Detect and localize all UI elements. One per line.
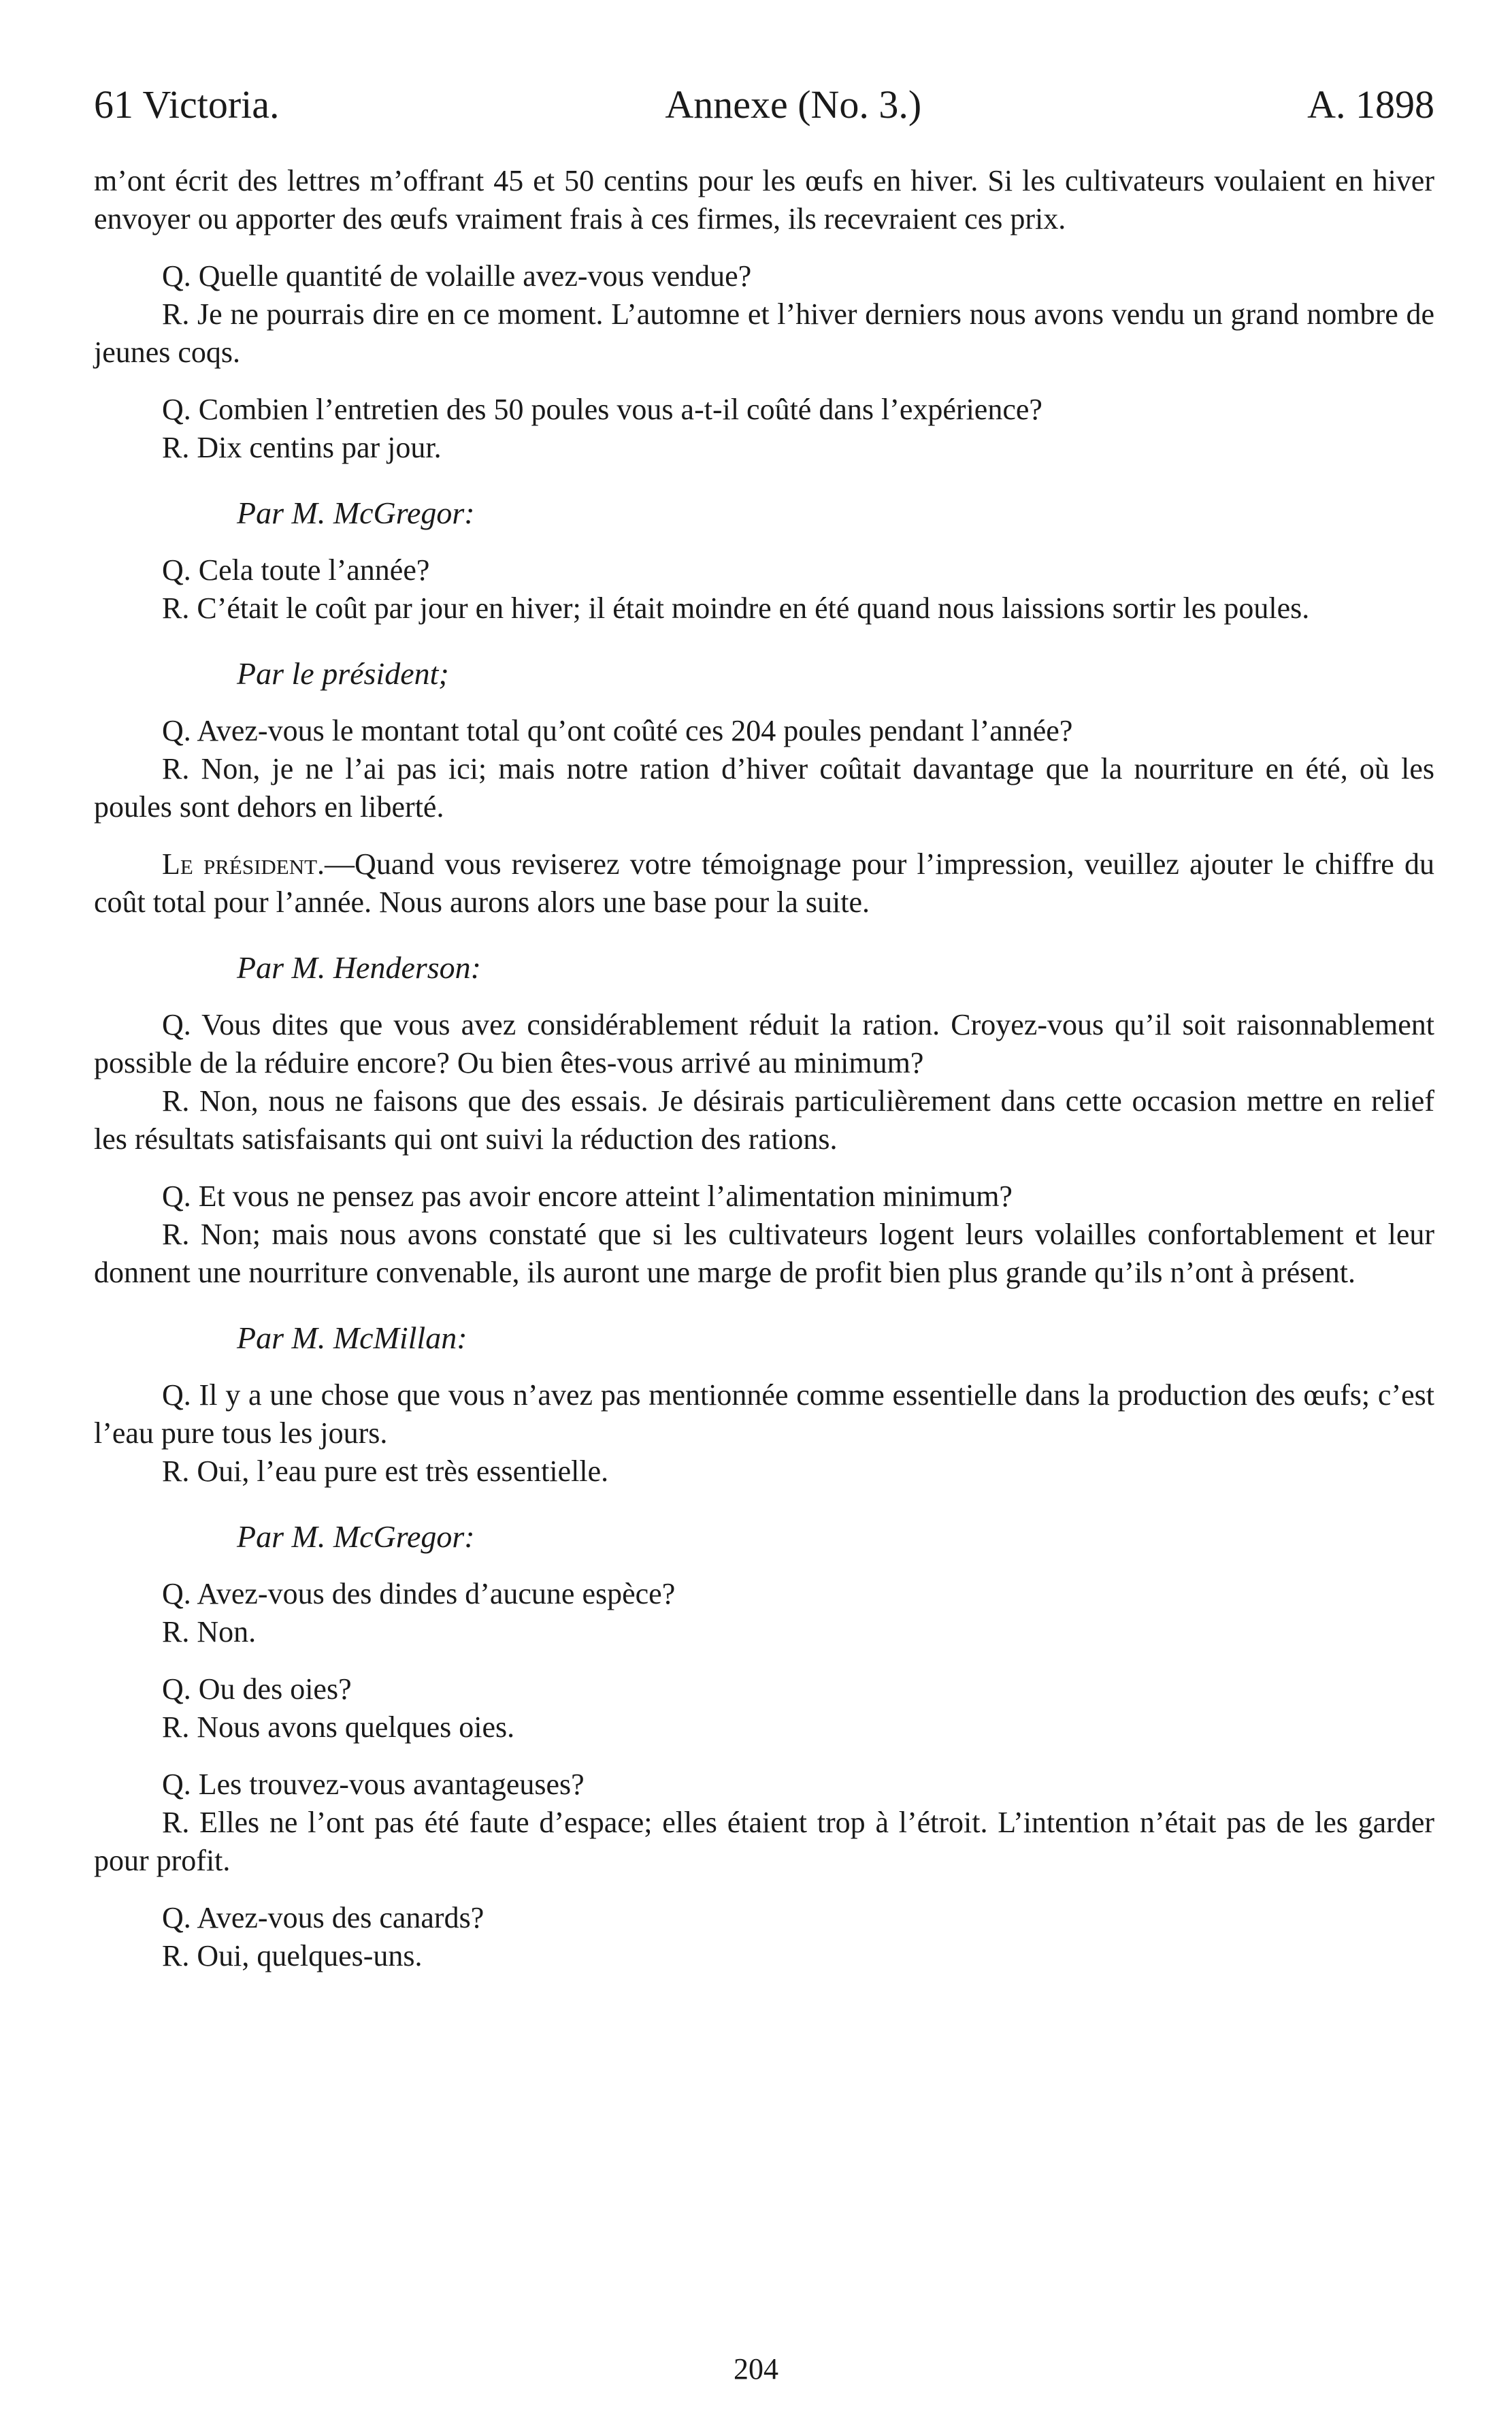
answer: R. Oui, l’eau pure est très essentielle.: [162, 1455, 609, 1488]
answer: R. Elles ne l’ont pas été faute d’espace; elles étaient trop à l’étroit. L’intention n’était pas de les garder pour profit.: [94, 1806, 1434, 1877]
question: Q. Vous dites que vous avez considérablement réduit la ration. Croyez-vous qu’il soit raisonnablement possible de la réduire encore? Ou bien êtes-vous arrivé au minimum?: [94, 1008, 1434, 1079]
speaker-heading: Par M. McMillan:: [237, 1320, 467, 1355]
running-header: [94, 82, 1434, 143]
header-center: Annexe (No. 3.): [665, 82, 922, 127]
president-statement: [94, 845, 1434, 922]
question: Q. Avez-vous des canards?: [162, 1901, 484, 1934]
header-left: 61 Victoria.: [94, 82, 280, 127]
question: Q. Ou des oies?: [162, 1672, 352, 1706]
question: Q. Combien l’entretien des 50 poules vous a-t-il coûté dans l’expérience?: [162, 393, 1042, 426]
president-label: Le président.: [162, 847, 325, 881]
question: Q. Cela toute l’année?: [162, 553, 430, 587]
speaker-heading: Par M. McGregor:: [237, 1519, 475, 1554]
answer: R. C’était le coût par jour en hiver; il était moindre en été quand nous laissions sortir les poules.: [162, 591, 1310, 625]
question: Q. Et vous ne pensez pas avoir encore atteint l’alimentation minimum?: [162, 1180, 1013, 1213]
answer: R. Oui, quelques-uns.: [162, 1939, 423, 1972]
paragraph: m’ont écrit des lettres m’offrant 45 et 50 centins pour les œufs en hiver. Si les cultivateurs voulaient en hiver envoyer ou apporter des œufs vraiment frais à ces firmes, ils recevraient ces prix.: [94, 164, 1434, 235]
speaker-heading: Par M. McGregor:: [237, 495, 475, 530]
document-page: [94, 82, 1434, 1975]
question: Q. Avez-vous des dindes d’aucune espèce?: [162, 1577, 676, 1610]
answer: R. Je ne pourrais dire en ce moment. L’automne et l’hiver derniers nous avons vendu un grand nombre de jeunes coqs.: [94, 297, 1434, 369]
answer: R. Non, nous ne faisons que des essais. Je désirais particulièrement dans cette occasion mettre en relief les résultats satisfaisants qui ont suivi la réduction des rations.: [94, 1084, 1434, 1156]
answer: R. Non, je ne l’ai pas ici; mais notre ration d’hiver coûtait davantage que la nourriture en été, où les poules sont dehors en liberté.: [94, 752, 1434, 824]
question: Q. Il y a une chose que vous n’avez pas mentionnée comme essentielle dans la production des œufs; c’est l’eau pure tous les jours.: [94, 1378, 1434, 1450]
president-text: —Quand vous reviserez votre témoignage pour l’impression, veuillez ajouter le chiffre du coût total pour l’année. Nous aurons alors une base pour la suite.: [94, 847, 1434, 919]
question: Q. Les trouvez-vous avantageuses?: [162, 1768, 585, 1801]
speaker-heading: Par le président;: [237, 656, 449, 691]
body-text: [94, 162, 1434, 1975]
question: Q. Quelle quantité de volaille avez-vous vendue?: [162, 259, 752, 293]
header-right: A. 1898: [1307, 82, 1434, 127]
speaker-heading: Par M. Henderson:: [237, 950, 481, 985]
answer: R. Non; mais nous avons constaté que si les cultivateurs logent leurs volailles confortablement et leur donnent une nourriture convenable, ils auront une marge de profit bien plus grande qu’ils n’ont à présent.: [94, 1218, 1434, 1289]
answer: R. Dix centins par jour.: [162, 431, 442, 464]
answer: R. Nous avons quelques oies.: [162, 1710, 515, 1744]
question: Q. Avez-vous le montant total qu’ont coûté ces 204 poules pendant l’année?: [162, 714, 1073, 747]
page-number: 204: [734, 2352, 778, 2386]
answer: R. Non.: [162, 1615, 257, 1648]
